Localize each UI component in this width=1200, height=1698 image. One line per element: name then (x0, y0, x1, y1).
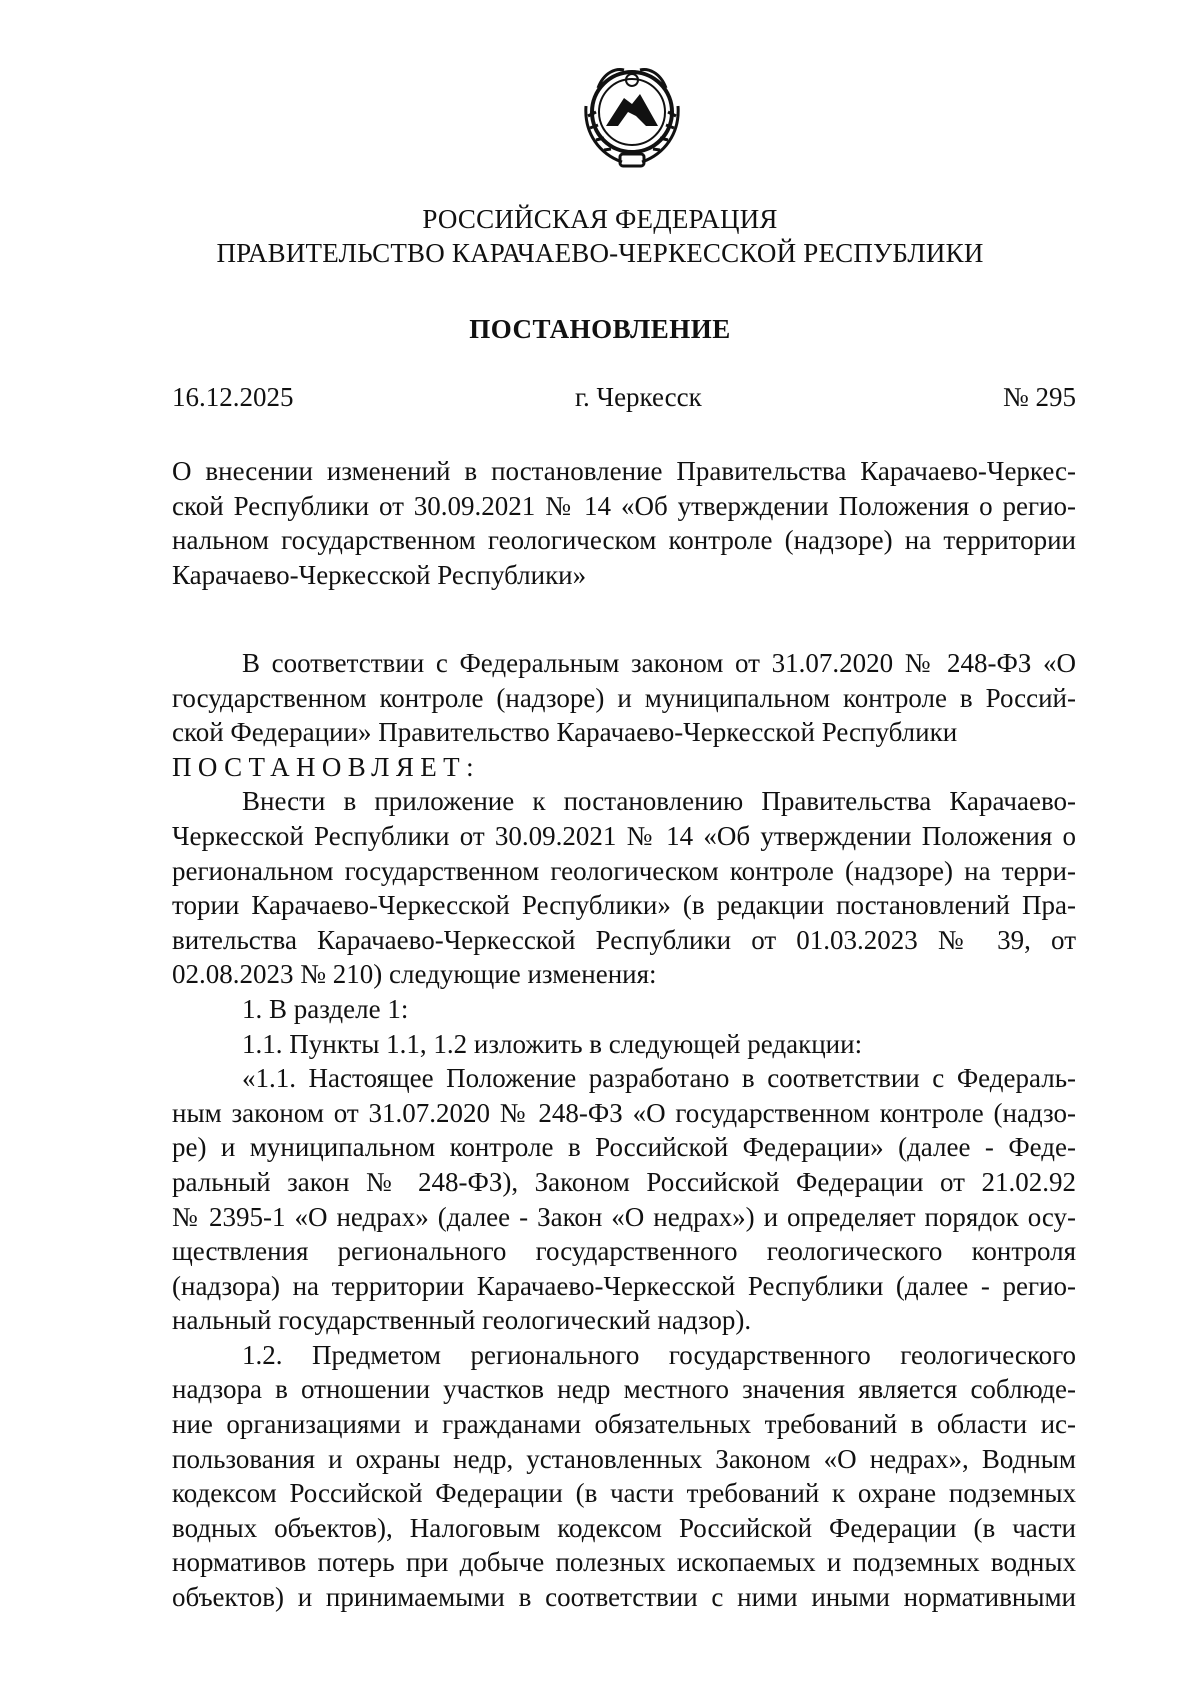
body-line: ской Федерации» Правительство Карачаево-Черкесской Республики (172, 717, 958, 748)
body-line: водных объектов), Налоговым кодексом Российской Федерации (в части (172, 1512, 1076, 1543)
body-line: надзора в отношении участков недр местного значения является соблюде- (172, 1374, 1076, 1405)
document-date: 16.12.2025 (172, 382, 294, 412)
subject-line: О внесении изменений в постановление Правительства Карачаево-Черкес- (172, 456, 1076, 486)
body-line: объектов) и принимаемыми в соответствии с ними иными нормативными (172, 1582, 1076, 1613)
body-line: Внести в приложение к постановлению Правительства Карачаево- (242, 786, 1076, 817)
body-line: № 2395-1 «О недрах» (далее - Закон «О недрах») и определяет порядок осу- (172, 1201, 1076, 1232)
body-line: государственном контроле (надзоре) и муниципальном контроле в Россий- (172, 682, 1076, 713)
body-line: (надзора) на территории Карачаево-Черкесской Республики (далее - регио- (172, 1270, 1076, 1301)
body-line: ральный закон № 248-ФЗ), Законом Российской Федерации от 21.02.92 (172, 1166, 1076, 1197)
body-line: ре) и муниципальном контроле в Российской Федерации» (далее - Феде- (172, 1132, 1076, 1163)
coat-of-arms-icon (566, 50, 698, 182)
document-body (172, 646, 1076, 1615)
document-subject (172, 454, 1076, 592)
subject-line: нальном государственном геологическом контроле (надзоре) на территории (172, 525, 1076, 556)
body-line: кодексом Российской Федерации (в части требований к охране подземных (172, 1478, 1076, 1509)
body-line: В соответствии с Федеральным законом от 31.07.2020 № 248-ФЗ «О (242, 648, 1076, 678)
body-line: ным законом от 31.07.2020 № 248-ФЗ «О государственном контроле (надзо- (172, 1097, 1076, 1128)
body-line: «1.1. Настоящее Положение разработано в соответствии с Федераль- (242, 1063, 1076, 1094)
body-line: 1. В разделе 1: (242, 993, 409, 1024)
body-line: ние организациями и гражданами обязательных требований в области ис- (172, 1409, 1076, 1440)
body-line: 02.08.2023 № 210) следующие изменения: (172, 959, 657, 990)
body-line: нормативов потерь при добыче полезных ископаемых и подземных водных (172, 1547, 1076, 1578)
subject-line: Карачаево-Черкесской Республики» (172, 559, 587, 590)
subject-line: ской Республики от 30.09.2021 № 14 «Об утверждении Положения о регио- (172, 490, 1076, 521)
decree-keyword: ПОСТАНОВЛЯЕТ: (172, 751, 480, 782)
header-country: РОССИЙСКАЯ ФЕДЕРАЦИЯ (422, 204, 778, 234)
document-type-title: ПОСТАНОВЛЕНИЕ (469, 314, 731, 344)
body-line: региональном государственном геологическом контроле (надзоре) на терри- (172, 855, 1076, 886)
body-line: тории Карачаево-Черкесской Республики» (в редакции постановлений Пра- (172, 890, 1076, 921)
body-line: пользования и охраны недр, установленных Законом «О недрах», Водным (172, 1443, 1076, 1474)
body-line: Черкесской Республики от 30.09.2021 № 14 «Об утверждении Положения о (172, 820, 1076, 851)
body-line: нальный государственный геологический надзор). (172, 1305, 752, 1336)
body-line: ществления регионального государственного геологического контроля (172, 1236, 1076, 1267)
document-number: № 295 (1002, 382, 1076, 412)
header-government: ПРАВИТЕЛЬСТВО КАРАЧАЕВО-ЧЕРКЕССКОЙ РЕСПУБЛИКИ (216, 238, 984, 268)
body-line: 1.1. Пункты 1.1, 1.2 изложить в следующей редакции: (242, 1028, 863, 1059)
body-line: вительства Карачаево-Черкесской Республики от 01.03.2023 № 39, от (172, 924, 1076, 955)
document-city: г. Черкесск (575, 382, 702, 412)
body-line: 1.2. Предметом регионального государственного геологического (242, 1339, 1076, 1370)
